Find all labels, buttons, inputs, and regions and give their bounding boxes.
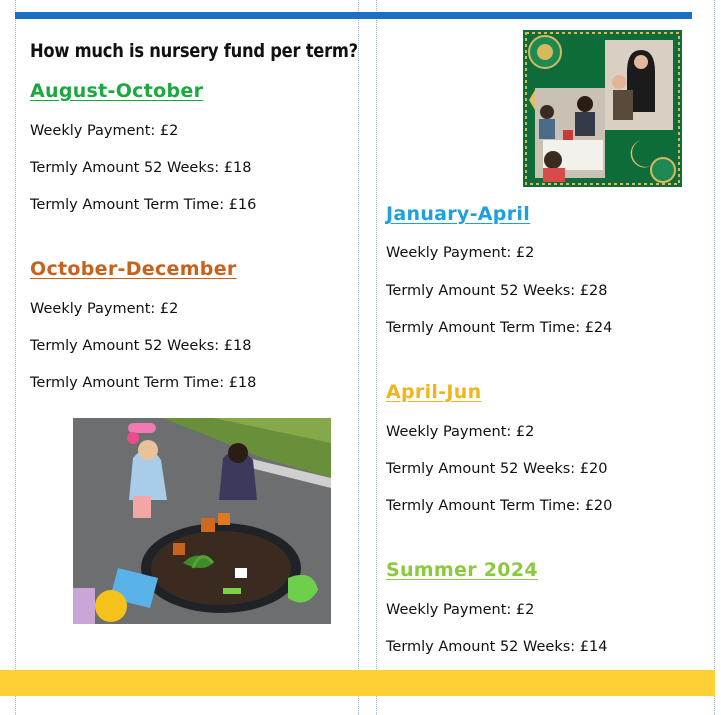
termly-amount-term-time: Termly Amount Term Time: £24 (386, 320, 613, 336)
termly-amount-term-time: Termly Amount Term Time: £20 (386, 498, 613, 514)
termly-amount-52-weeks: Termly Amount 52 Weeks: £14 (386, 639, 608, 655)
termly-amount-term-time: Termly Amount Term Time: £18 (30, 375, 257, 391)
termly-amount-term-time: Termly Amount Term Time: £16 (30, 197, 257, 213)
termly-amount-52-weeks: Termly Amount 52 Weeks: £20 (386, 461, 608, 477)
weekly-payment: Weekly Payment: £2 (386, 424, 535, 440)
page-heading: How much is nursery fund per term? (30, 40, 358, 62)
column-guide (714, 0, 715, 715)
bottom-accent-bar (0, 670, 715, 696)
column-guide (358, 0, 359, 715)
termly-amount-52-weeks: Termly Amount 52 Weeks: £18 (30, 160, 252, 176)
weekly-payment: Weekly Payment: £2 (386, 602, 535, 618)
eid-celebration-illustration (523, 30, 682, 187)
term-title-january-april: January-April (386, 203, 531, 225)
column-guide (376, 0, 377, 715)
eid-celebration-photo (523, 30, 682, 187)
term-title-october-december: October-December (30, 258, 237, 280)
weekly-payment: Weekly Payment: £2 (30, 123, 179, 139)
term-title-august-october: August-October (30, 80, 204, 102)
weekly-payment: Weekly Payment: £2 (30, 301, 179, 317)
weekly-payment: Weekly Payment: £2 (386, 245, 535, 261)
children-gardening-photo (73, 418, 331, 624)
termly-amount-52-weeks: Termly Amount 52 Weeks: £18 (30, 338, 252, 354)
top-accent-bar (15, 12, 692, 19)
term-title-april-jun: April-Jun (386, 381, 482, 403)
termly-amount-52-weeks: Termly Amount 52 Weeks: £28 (386, 283, 608, 299)
column-guide (15, 0, 16, 715)
children-gardening-illustration (73, 418, 331, 624)
term-title-summer-2024: Summer 2024 (386, 559, 538, 581)
